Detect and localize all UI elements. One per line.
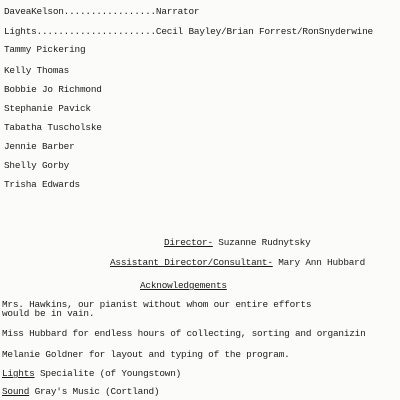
cast-name: Trisha Edwards bbox=[4, 179, 80, 190]
sound-credit: Gray's Music (Cortland) bbox=[29, 386, 160, 397]
cast-name: Tammy Pickering bbox=[4, 44, 86, 55]
cast-name: Stephanie Pavick bbox=[4, 103, 91, 114]
cast-name: Bobbie Jo Richmond bbox=[4, 84, 102, 95]
acknowledgement-line: Miss Hubbard for endless hours of collecting, sorting and organizin bbox=[2, 328, 366, 339]
director-label: Director- bbox=[164, 237, 213, 248]
cast-line-lights: Lights......................Cecil Bayley/Brian Forrest/RonSnyderwine bbox=[4, 26, 373, 37]
assistant-director-line bbox=[110, 258, 365, 267]
sound-label: Sound bbox=[2, 386, 30, 397]
acknowledgement-line: would be in vain. bbox=[2, 308, 95, 319]
cast-name: Tabatha Tuscholske bbox=[4, 122, 102, 133]
cast-name: Shelly Gorby bbox=[4, 160, 70, 171]
director-line bbox=[164, 238, 311, 247]
lights-credit: Specialite (of Youngstown) bbox=[34, 368, 182, 379]
assistant-director-label: Assistant Director/Consultant- bbox=[110, 257, 273, 268]
lights-credit-line bbox=[2, 369, 181, 378]
sound-credit-line bbox=[2, 387, 159, 396]
cast-name: Jennie Barber bbox=[4, 141, 75, 152]
acknowledgements-heading: Acknowledgements bbox=[140, 280, 227, 291]
cast-line-narrator: DaveaKelson.................Narrator bbox=[4, 6, 200, 17]
lights-label: Lights bbox=[2, 368, 35, 379]
cast-name: Kelly Thomas bbox=[4, 65, 70, 76]
acknowledgement-line: Mrs. Hawkins, our pianist without whom our entire efforts bbox=[2, 299, 312, 310]
acknowledgement-line: Melanie Goldner for layout and typing of the program. bbox=[2, 349, 290, 360]
assistant-director-name: Mary Ann Hubbard bbox=[272, 257, 366, 268]
director-name: Suzanne Rudnytsky bbox=[212, 237, 311, 248]
